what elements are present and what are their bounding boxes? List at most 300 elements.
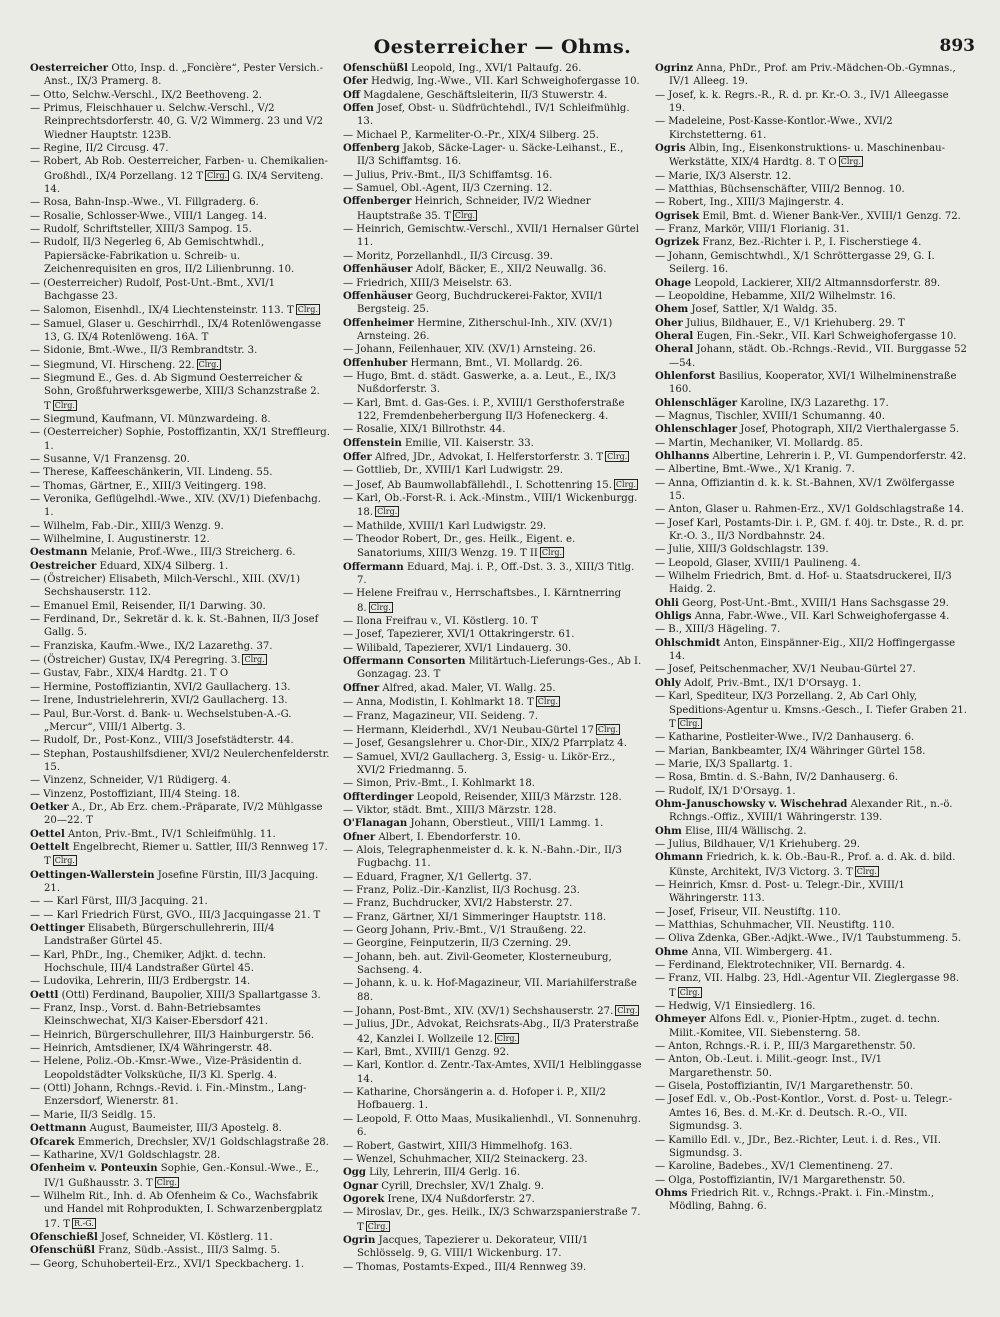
entry-text: — Olga, Postoffiziantin, IV/1 Margarethenstr. 50. <box>655 1174 906 1186</box>
directory-entry <box>343 102 643 129</box>
directory-entry <box>655 1000 967 1013</box>
directory-entry <box>343 62 643 75</box>
directory-entry <box>655 1187 967 1214</box>
directory-entry <box>655 170 967 183</box>
directory-entry <box>343 129 643 142</box>
entry-text: — Franz, Markör, VIII/1 Florianig. 31. <box>655 224 850 236</box>
clearing-badge: Clrg. <box>377 507 398 517</box>
entry-text: Leopold, Reisender, XIII/3 Märzstr. 128. <box>416 791 622 803</box>
directory-entry <box>30 949 330 976</box>
entry-text: — Karl, PhDr., Ing., Chemiker, Adjkt. d. techn. Hochschule, III/4 Landstraßer Gürtel 45. <box>30 949 267 975</box>
entry-text: Josef, Photograph, XII/2 Vierthalergasse 5. <box>740 424 960 436</box>
directory-entry <box>655 785 967 798</box>
entry-text: Franz, Bez.-Richter i. P., I. Fischerstiege 4. <box>702 237 922 249</box>
entry-surname: Ohlhanns <box>655 450 710 462</box>
entry-text: — Veronika, Geflügelhdl.-Wwe., XIV. (XV/1) Diefenbachg. 1. <box>30 494 321 519</box>
directory-entry <box>655 277 967 290</box>
entry-text: — Katharine, Postleiter-Wwe., IV/2 Danhauserg. 6. <box>655 732 915 744</box>
entry-text: Alfred, akad. Maler, VI. Wallg. 25. <box>382 682 556 694</box>
directory-entry <box>655 303 967 316</box>
entry-text: — Ferdinand, Elektrotechniker, VII. Bernardg. 4. <box>655 960 906 972</box>
entry-text: Adolf, Priv.-Bmt., IX/1 D'Orsayg. 1. <box>684 677 862 689</box>
entry-text: — Vinzenz, Schneider, V/1 Rüdigerg. 4. <box>30 775 231 787</box>
directory-entry <box>655 798 967 825</box>
directory-entry <box>655 477 967 504</box>
directory-entry <box>343 737 643 750</box>
directory-entry <box>655 677 967 690</box>
entry-text: Adolf, Bäcker, E., XII/2 Neuwallg. 36. <box>415 264 607 276</box>
clearing-badge: Clrg. <box>617 1006 638 1016</box>
directory-entry <box>30 62 330 89</box>
entry-text: Albert, I. Ebendorferstr. 10. <box>378 831 521 843</box>
entry-text: — Gottlieb, Dr., XVIII/1 Karl Ludwigstr. 29. <box>343 465 564 477</box>
entry-text: Franz, Südb.-Assist., III/3 Salmg. 5. <box>98 1245 281 1257</box>
entry-text: — Ilona Freifrau v., VI. Köstlerg. 10. T <box>343 616 538 628</box>
directory-entry <box>655 972 967 1000</box>
entry-text: — Johann, Post-Bmt., XIV. (XV/1) Sechshauserstr. 27. <box>343 1006 614 1018</box>
entry-text: Elisabeth, Bürgerschullehrerin, III/4 Landstraßer Gürtel 45. <box>44 923 275 948</box>
entry-text: Leopold, Lackierer, XII/2 Altmannsdorferstr. 89. <box>694 277 941 289</box>
clearing-badge: Clrg. <box>206 170 228 180</box>
entry-text: Georg, Buchdruckerei-Faktor, XVII/1 Bergsteig. 25. <box>357 290 604 316</box>
directory-entry <box>655 330 967 343</box>
directory-entry <box>655 89 967 116</box>
directory-entry <box>343 1180 643 1193</box>
entry-surname: Ohli <box>655 597 679 609</box>
entry-text: — Thomas, Postamts-Exped., III/4 Rennweg 39. <box>343 1261 587 1273</box>
directory-entry <box>655 1080 967 1093</box>
entry-text: Emmerich, Drechsler, XV/1 Goldschlagstraße 28. <box>77 1136 329 1148</box>
entry-text: — Marie, II/3 Seidlg. 15. <box>30 1109 156 1121</box>
entry-text: — Karoline, Badebes., XV/1 Clementineng. 27. <box>655 1161 893 1173</box>
entry-text: — Rosalie, XIX/1 Billrothstr. 44. <box>343 424 506 436</box>
clearing-badge: Clrg. <box>54 400 75 410</box>
entry-text: — Hedwig, V/1 Einsiedlerg. 16. <box>655 1001 816 1013</box>
entry-surname: Oheral <box>655 330 694 342</box>
directory-entry <box>655 771 967 784</box>
entry-text: — Leopold, F. Otto Maas, Musikalienhdl., VI. Sonnenuhrg. 6. <box>343 1113 641 1139</box>
entry-surname: Oettmann <box>30 1123 87 1135</box>
directory-entry <box>343 1018 643 1046</box>
entry-text: — Rosa, Bahn-Insp.-Wwe., VI. Fillgraderg. 6. <box>30 197 259 209</box>
entry-text: — Anton, Glaser u. Rahmen-Erz., XV/1 Goldschlagstraße 14. <box>655 504 964 516</box>
directory-entry <box>30 453 330 466</box>
entry-text: Anton, Einspänner-Eig., XII/2 Hoffingergasse 14. <box>669 637 956 663</box>
directory-entry <box>655 1040 967 1053</box>
entry-text: — Heinrich, Kmsr. d. Post- u. Telegr.-Dir., XVIII/1 Währingerstr. 113. <box>655 879 905 905</box>
directory-entry <box>343 1166 643 1179</box>
directory-entry <box>655 503 967 516</box>
directory-entry <box>30 318 330 345</box>
entry-surname: Offner <box>343 682 380 694</box>
entry-surname: Ognar <box>343 1180 379 1192</box>
entry-text: — Josef Edl. v., Ob.-Post-Kontlor., Vorst. d. Post- u. Telegr.-Amtes 16, Bes. d. M.-Kr. d. Deutsch. R.-O., VII. Sigmundsg. 3. <box>655 1094 953 1133</box>
directory-entry <box>30 413 330 426</box>
entry-text: — Kamillo Edl. v., JDr., Bez.-Richter, Leut. i. d. Res., VII. Sigmundsg. 3. <box>655 1134 941 1159</box>
directory-entry <box>30 748 330 775</box>
entry-surname: Ofcarek <box>30 1136 75 1148</box>
entry-surname: Ogorek <box>343 1193 385 1205</box>
clearing-badge: Clrg. <box>537 697 558 707</box>
entry-text: — Stephan, Postaushilfsdiener, XVI/2 Neulerchenfelderstr. 15. <box>30 748 330 773</box>
directory-entry <box>343 723 643 737</box>
directory-entry <box>343 1153 643 1166</box>
directory-entry <box>343 182 643 195</box>
entry-text: — Rosa, Bmtin. d. S.-Bahn, IV/2 Danhauserg. 6. <box>655 772 899 784</box>
directory-entry <box>30 600 330 613</box>
entry-surname: Ogrin <box>343 1234 376 1246</box>
entry-text: — Rudolf, II/3 Negerleg 6, Ab Gemischtwhdl., Papiersäcke-Fabrikation u. Schreib- u. Zeichenrequisiten en gros, II/2 Lilienbrunng. 10. <box>30 237 295 276</box>
directory-entry <box>343 924 643 937</box>
entry-text: Elise, III/4 Wällischg. 2. <box>685 825 807 837</box>
clearing-badge: Clrg. <box>54 856 75 866</box>
directory-entry <box>343 75 643 88</box>
directory-entry <box>30 303 330 317</box>
directory-entry <box>655 557 967 570</box>
directory-entry <box>30 546 330 559</box>
directory-entry <box>343 533 643 561</box>
entry-text: — Robert, Gastwirt, XIII/3 Himmelhofg. 163. <box>343 1140 573 1152</box>
entry-text: — Regine, II/2 Circusg. 47. <box>30 143 169 155</box>
directory-entry <box>655 1053 967 1080</box>
directory-entry <box>343 343 643 356</box>
directory-entry <box>30 909 330 922</box>
entry-text: Alfons Edl. v., Pionier-Hptm., zuget. d. techn. Milit.-Komitee, VII. Siebensterng. 58. <box>669 1014 940 1039</box>
entry-text: — Eduard, Fragner, X/1 Gellertg. 37. <box>343 871 532 883</box>
entry-text: Hermann, Bmt., VI. Mollardg. 26. <box>410 357 583 369</box>
directory-entry <box>343 478 643 492</box>
entry-surname: Oettelt <box>30 841 70 853</box>
entry-text: — Siegmund E., Ges. d. Ab Sigmund Oesterreicher & Sohn, Großfuhrwerksgewerbe, XIII/3 Schanzstraße 2. T <box>30 372 320 412</box>
entry-text: — Franz, Magazineur, VII. Seideng. 7. <box>343 710 539 722</box>
directory-entry <box>30 1002 330 1029</box>
entry-text: — Emanuel Emil, Reisender, II/1 Darwing. 30. <box>30 600 266 612</box>
directory-entry <box>30 236 330 276</box>
directory-entry <box>655 142 967 170</box>
entry-surname: Offenhuber <box>343 357 408 369</box>
entry-text: Josef, Sattler, X/1 Waldg. 35. <box>691 304 838 316</box>
entry-text: — (Ottl) Johann, Rchngs.-Revid. i. Fin.-Minstm., Lang-Enzersdorf, Wienerstr. 81. <box>30 1083 307 1108</box>
entry-surname: Ogrinz <box>655 63 694 74</box>
entry-surname: Ohem <box>655 304 689 316</box>
entry-surname: Ohlschmidt <box>655 637 721 649</box>
entry-surname: Offenberg <box>343 143 400 155</box>
entry-text: Julius, Bildhauer, E., V/1 Kriehuberg. 29. T <box>686 317 905 329</box>
entry-text: Johann, Oberstleut., VIII/1 Lammg. 1. <box>410 818 604 830</box>
entry-text: — Georg Johann, Priv.-Bmt., V/1 Straußeng. 22. <box>343 925 587 936</box>
directory-entry <box>30 196 330 209</box>
entry-text: — Johann, k. u. k. Hof-Magazineur, VII. Mariahilferstraße 88. <box>343 978 637 1003</box>
directory-entry <box>343 897 643 910</box>
directory-entry <box>655 317 967 330</box>
entry-text: — Heinrich, Gemischtw.-Verschl., XVII/1 Hernalser Gürtel 11. <box>343 224 639 249</box>
clearing-badge: Clrg. <box>367 1221 388 1231</box>
directory-entry <box>30 841 330 869</box>
directory-entry <box>655 210 967 223</box>
entry-text: — Hermann, Kleiderhdl., XV/1 Neubau-Gürtel 17 <box>343 724 594 736</box>
directory-entry <box>30 210 330 223</box>
entry-text: — Julie, XIII/3 Goldschlagstr. 139. <box>655 544 829 556</box>
clearing-badge: Clrg. <box>679 987 700 997</box>
entry-text: — Franz, Poliz.-Dir.-Kanzlist, II/3 Rochusg. 23. <box>343 884 580 896</box>
entry-text: — Wilibald, Tapezierer, XVI/1 Lindauerg. 30. <box>343 642 572 654</box>
directory-entry <box>30 667 330 680</box>
directory-entry <box>343 871 643 884</box>
entry-surname: Offen <box>343 103 374 115</box>
directory-entry <box>343 437 643 450</box>
directory-entry <box>343 1261 643 1274</box>
entry-text: — (Oesterreicher) Rudolf, Post-Unt.-Bmt., XVI/1 Bachgasse 23. <box>30 277 276 302</box>
directory-entry <box>655 183 967 196</box>
directory-entry <box>30 869 330 896</box>
entry-surname: Ohme <box>655 946 689 958</box>
clearing-badge: Clrg. <box>370 602 391 612</box>
entry-text: — Primus, Fleischhauer u. Selchw.-Verschl., V/2 Reinprechtsdorferstr. 40, G. V/2 Wimmerg. 23 und V/2 Wiedner Hauptstr. 123B. <box>30 103 324 141</box>
directory-entry <box>343 277 643 290</box>
directory-entry <box>343 370 643 397</box>
entry-text: — Martin, Mechaniker, VI. Mollardg. 85. <box>655 437 863 449</box>
entry-text: — Helene Freifrau v., Herrschaftsbes., I. Kärntnerring 8. <box>343 588 622 614</box>
directory-entry <box>655 637 967 664</box>
directory-entry <box>343 587 643 615</box>
entry-text: — Heinrich, Amtsdiener, IX/4 Währingerstr. 48. <box>30 1043 273 1055</box>
directory-entry <box>343 642 643 655</box>
entry-text: — Marie, IX/3 Alserstr. 12. <box>655 170 792 182</box>
entry-text: — Wilhelm Friedrich, Bmt. d. Hof- u. Staatsdruckerei, II/3 Haidg. 2. <box>655 571 952 596</box>
entry-text: — Rudolf, IX/1 D'Orsayg. 1. <box>655 785 796 797</box>
page-title: Oesterreicher — Ohms. <box>373 36 632 58</box>
directory-entry <box>655 825 967 838</box>
entry-text: Melanie, Prof.-Wwe., III/3 Streicherg. 6. <box>90 547 296 559</box>
entry-text: — Leopoldine, Hebamme, XII/2 Wilhelmstr. 16. <box>655 290 896 302</box>
entry-text: Magdalene, Geschäftsleiterin, II/3 Stuwerstr. 4. <box>363 89 608 101</box>
directory-entry <box>30 694 330 707</box>
directory-entry <box>343 561 643 588</box>
page-number: 893 <box>939 36 975 56</box>
directory-entry <box>343 977 643 1004</box>
directory-entry <box>655 397 967 410</box>
directory-entry <box>30 1244 330 1257</box>
directory-entry <box>655 906 967 919</box>
entry-text: — Karl, Kontlor. d. Zentr.-Tax-Amtes, XVII/1 Helblinggasse 14. <box>343 1060 642 1085</box>
entry-text: Irene, IX/4 Nußdorferstr. 27. <box>387 1193 535 1205</box>
entry-text: — Josef, Friseur, VII. Neustiftg. 110. <box>655 906 841 918</box>
directory-entry <box>343 937 643 950</box>
entry-surname: Offenhäuser <box>343 264 413 276</box>
directory-entry <box>343 1086 643 1113</box>
directory-entry <box>30 1258 330 1271</box>
directory-entry <box>655 1134 967 1161</box>
directory-entry <box>655 1160 967 1173</box>
entry-text: — Georgine, Feinputzerin, II/3 Czerning. 29. <box>343 938 572 950</box>
directory-entry <box>655 1093 967 1133</box>
entry-text: Hermine, Zitherschul-Inh., XIV. (XV/1) Arnsteing. 26. <box>357 317 613 342</box>
entry-text: Jacques, Tapezierer u. Dekorateur, VIII/1 Schlösselg. 9, G. VIII/1 Wickenburg. 17. <box>357 1234 589 1260</box>
directory-entry <box>30 1055 330 1082</box>
entry-text: — Franz, VII. Halbg. 23, Hdl.-Agentur VII. Zieglergasse 98. T <box>655 973 960 999</box>
directory-entry <box>30 734 330 747</box>
entry-text: — Anna, Offiziantin d. k. k. St.-Bahnen, XV/1 Zwölfergasse 15. <box>655 477 955 502</box>
directory-entry <box>30 277 330 304</box>
entry-text: Albin, Ing., Eisenkonstruktions- u. Maschinenbau-Werkstätte, XIX/4 Hardtg. 8. T O <box>669 143 946 169</box>
directory-entry <box>30 480 330 493</box>
entry-text: — Alois, Telegraphenmeister d. k. k. N.-Bahn.-Dir., II/3 Fugbachg. 11. <box>343 844 622 870</box>
entry-text: Alfred, JDr., Advokat, I. Helferstorferstr. 3. T <box>375 451 604 463</box>
entry-text: — Wenzel, Schuhmacher, XII/2 Steinackerg. 23. <box>343 1153 588 1165</box>
directory-entry <box>30 1136 330 1149</box>
column-1 <box>30 62 330 1307</box>
directory-entry <box>30 372 330 413</box>
directory-entry <box>343 1004 643 1018</box>
directory-entry <box>30 1231 330 1244</box>
entry-text: — Michael P., Karmeliter-O.-Pr., XIX/4 Silberg. 25. <box>343 129 599 141</box>
entry-text: — Matthias, Schuhmacher, VII. Neustiftg. 110. <box>655 920 895 931</box>
entry-text: — Wilhelm, Fab.-Dir., XIII/3 Wenzg. 9. <box>30 520 224 532</box>
directory-entry <box>655 250 967 277</box>
entry-text: (Ottl) Ferdinand, Baupolier, XIII/3 Spallartgasse 3. <box>61 989 321 1001</box>
entry-text: — (Östreicher) Elisabeth, Milch-Verschl., XIII. (XV/1) Sechshauserstr. 112. <box>30 574 301 599</box>
entry-text: — Anton, Rchngs.-R. i. P., III/3 Margarethenstr. 50. <box>655 1041 916 1053</box>
directory-entry <box>655 731 967 744</box>
entry-text: — B., XIII/3 Hägeling. 7. <box>655 624 781 636</box>
entry-text: — Leopold, Glaser, XVIII/1 Paulineng. 4. <box>655 557 861 569</box>
entry-text: — Katharine, XV/1 Goldschlagstr. 28. <box>30 1149 221 1161</box>
directory-entry <box>655 450 967 463</box>
entry-text: — Salomon, Eisenhdl., IX/4 Liechtensteinstr. 113. T <box>30 305 294 317</box>
entry-text: — Julius, Priv.-Bmt., II/3 Schiffamtsg. 16. <box>343 169 553 181</box>
directory-entry <box>30 102 330 142</box>
entry-text: — Rudolf, Dr., Post-Konz., VIII/3 Josefstädterstr. 44. <box>30 735 294 747</box>
entry-text: — Therese, Kaffeeschänkerin, VII. Lindeng. 55. <box>30 467 273 479</box>
clearing-badge: Clrg. <box>198 359 219 369</box>
entry-text: — Julius, Bildhauer, V/1 Kriehuberg. 29. <box>655 838 860 850</box>
entry-text: — Franz, Insp., Vorst. d. Bahn-Betriebsamtes Kleinschwechat, XI/3 Kaiser-Ebersdorf 421. <box>30 1003 269 1028</box>
directory-entry <box>30 520 330 533</box>
directory-entry <box>343 804 643 817</box>
entry-surname: Offenstein <box>343 437 402 449</box>
entry-surname: Oestmann <box>30 547 88 559</box>
directory-entry <box>343 710 643 723</box>
directory-entry <box>30 774 330 787</box>
entry-text: — Albertine, Bmt.-Wwe., X/1 Kranig. 7. <box>655 464 855 476</box>
directory-entry <box>30 533 330 546</box>
entry-surname: Offterdinger <box>343 791 414 803</box>
directory-entry <box>343 844 643 871</box>
directory-entry <box>655 946 967 959</box>
entry-surname: Ohm <box>655 825 682 837</box>
directory-entry <box>343 655 643 682</box>
entry-surname: Ofenschüßl <box>343 63 408 74</box>
directory-entry <box>30 573 330 600</box>
entry-text: — Karl, Bmt. d. Gas-Ges. i. P., XVIII/1 Gersthoferstraße 122, Fremdenbeherbergung II/3 Hofeneckerg. 4. <box>343 397 625 422</box>
entry-text: — Josef, Tapezierer, XVI/1 Ottakringerstr. 61. <box>343 629 575 641</box>
entry-text: — Ludovika, Lehrerin, III/3 Erdbergstr. 14. <box>30 976 251 988</box>
entry-text: — Anton, Ob.-Leut. i. Milit.-geogr. Inst., IV/1 Margarethenstr. 50. <box>655 1054 883 1079</box>
directory-entry <box>343 317 643 344</box>
directory-entry <box>655 115 967 142</box>
entry-text: Hedwig, Ing.-Wwe., VII. Karl Schweighofergasse 10. <box>371 76 640 88</box>
entry-text: — Matthias, Büchsenschäfter, VIII/2 Bennog. 10. <box>655 184 905 196</box>
entry-text: Otto, Insp. d. „Foncière“, Pester Versich.-Anst., IX/3 Pramerg. 8. <box>44 63 324 88</box>
entry-text: Cyrill, Drechsler, XV/1 Zhalg. 9. <box>381 1180 544 1192</box>
directory-entry <box>343 250 643 263</box>
directory-entry <box>30 466 330 479</box>
entry-text: — Mathilde, XVIII/1 Karl Ludwigstr. 29. <box>343 520 547 532</box>
directory-entry <box>655 663 967 676</box>
clearing-badge: Clrg. <box>607 451 628 461</box>
directory-entry <box>30 1082 330 1109</box>
directory-entry <box>30 895 330 908</box>
entry-text: — Susanne, V/1 Franzensg. 20. <box>30 453 190 465</box>
entry-surname: Offermann <box>343 561 404 573</box>
directory-entry <box>30 1042 330 1055</box>
entry-text: — Samuel, Obl.-Agent, II/3 Czerning. 12. <box>343 183 553 195</box>
entry-surname: Ohligs <box>655 611 692 623</box>
entry-text: — Marie, IX/3 Spallartg. 1. <box>655 758 793 770</box>
entry-text: — Siegmund, Kaufmann, VI. Münzwardeing. 8. <box>30 413 271 425</box>
entry-text: — Gisela, Postoffiziantin, IV/1 Margarethenstr. 50. <box>655 1081 914 1093</box>
entry-surname: Ogrisek <box>655 210 700 222</box>
directory-entry <box>343 951 643 978</box>
directory-entry <box>343 290 643 317</box>
clearing-badge: Clrg. <box>156 1177 177 1187</box>
entry-text: Anna, Fabr.-Wwe., VII. Karl Schweighofergasse 4. <box>694 611 950 623</box>
entry-surname: Off <box>343 89 361 101</box>
entry-text: Albertine, Lehrerin i. P., VI. Gumpendorferstr. 42. <box>712 450 967 462</box>
directory-entry <box>343 1193 643 1206</box>
directory-entry <box>30 223 330 236</box>
directory-entry <box>30 1190 330 1231</box>
entry-text: — Vinzenz, Postoffiziant, III/4 Steing. 18. <box>30 788 240 800</box>
directory-entry <box>655 423 967 436</box>
directory-entry <box>655 196 967 209</box>
entry-surname: Oettel <box>30 828 65 840</box>
entry-surname: O'Flanagan <box>343 818 408 830</box>
entry-text: — Josef, Gesangslehrer u. Chor-Dir., XIX/2 Pfarrplatz 4. <box>343 738 627 750</box>
entry-text: Johann, städt. Ob.-Rchngs.-Revid., VII. Burggasse 52—54. <box>669 344 967 369</box>
entry-text: — Karl, Spediteur, IX/3 Porzellang. 2, Ab Carl Ohly, Speditions-Agentur u. Kmsns.-Gesch., I. Tiefer Graben 21. T <box>655 691 967 730</box>
entry-text: — Irene, Industrielehrerin, XVI/2 Gaullacherg. 13. <box>30 695 288 707</box>
directory-entry <box>343 1206 643 1234</box>
entry-text: — Miroslav, Dr., ges. Heilk., IX/3 Schwarzspanierstraße 7. T <box>343 1207 641 1233</box>
directory-entry <box>655 290 967 303</box>
directory-entry <box>30 975 330 988</box>
entry-surname: Oettl <box>30 989 59 1001</box>
directory-entry <box>343 1113 643 1140</box>
entry-text: Anton, Priv.-Bmt., IV/1 Schleifmühlg. 11. <box>68 828 276 840</box>
directory-entry <box>30 708 330 735</box>
clearing-badge: Clrg. <box>679 718 700 728</box>
entry-text: Lily, Lehrerin, III/4 Gerlg. 16. <box>369 1167 521 1179</box>
entry-text: — Franziska, Kaufm.-Wwe., IX/2 Lazarethg. 37. <box>30 640 273 652</box>
entry-text: Heinrich, Schneider, IV/2 Wiedner Hauptstraße 35. T <box>357 196 591 222</box>
entry-text: — Otto, Selchw.-Verschl., IX/2 Beethoveng. 2. <box>30 89 263 101</box>
entry-text: — Karl, Bmt., XVIII/1 Genzg. 92. <box>343 1047 510 1059</box>
entry-text: — Helene, Poliz.-Ob.-Kmsr.-Wwe., Vize-Präsidentin d. Leopoldstädter Volksküche, II/3 Kl. Sperlg. 4. <box>30 1056 302 1081</box>
directory-entry <box>655 851 967 879</box>
entry-text: — Samuel, XVI/2 Gaullacherg. 3, Essig- u. Likör-Erz., XVI/2 Friedmanng. 5. <box>343 751 616 776</box>
entry-surname: Ohlenforst <box>655 370 716 382</box>
directory-entry <box>30 89 330 102</box>
entry-text: August, Baumeister, III/3 Apostelg. 8. <box>89 1123 282 1135</box>
directory-entry <box>343 1140 643 1153</box>
directory-entry <box>343 777 643 790</box>
entry-text: Eugen, Fin.-Sekr., VII. Karl Schweighofergasse 10. <box>696 330 957 342</box>
directory-entry <box>343 911 643 924</box>
entry-text: Josef, Obst- u. Südfrüchtehdl., IV/1 Schleifmühlg. 13. <box>357 103 630 128</box>
directory-entry <box>30 922 330 949</box>
entry-surname: Oher <box>655 317 683 329</box>
